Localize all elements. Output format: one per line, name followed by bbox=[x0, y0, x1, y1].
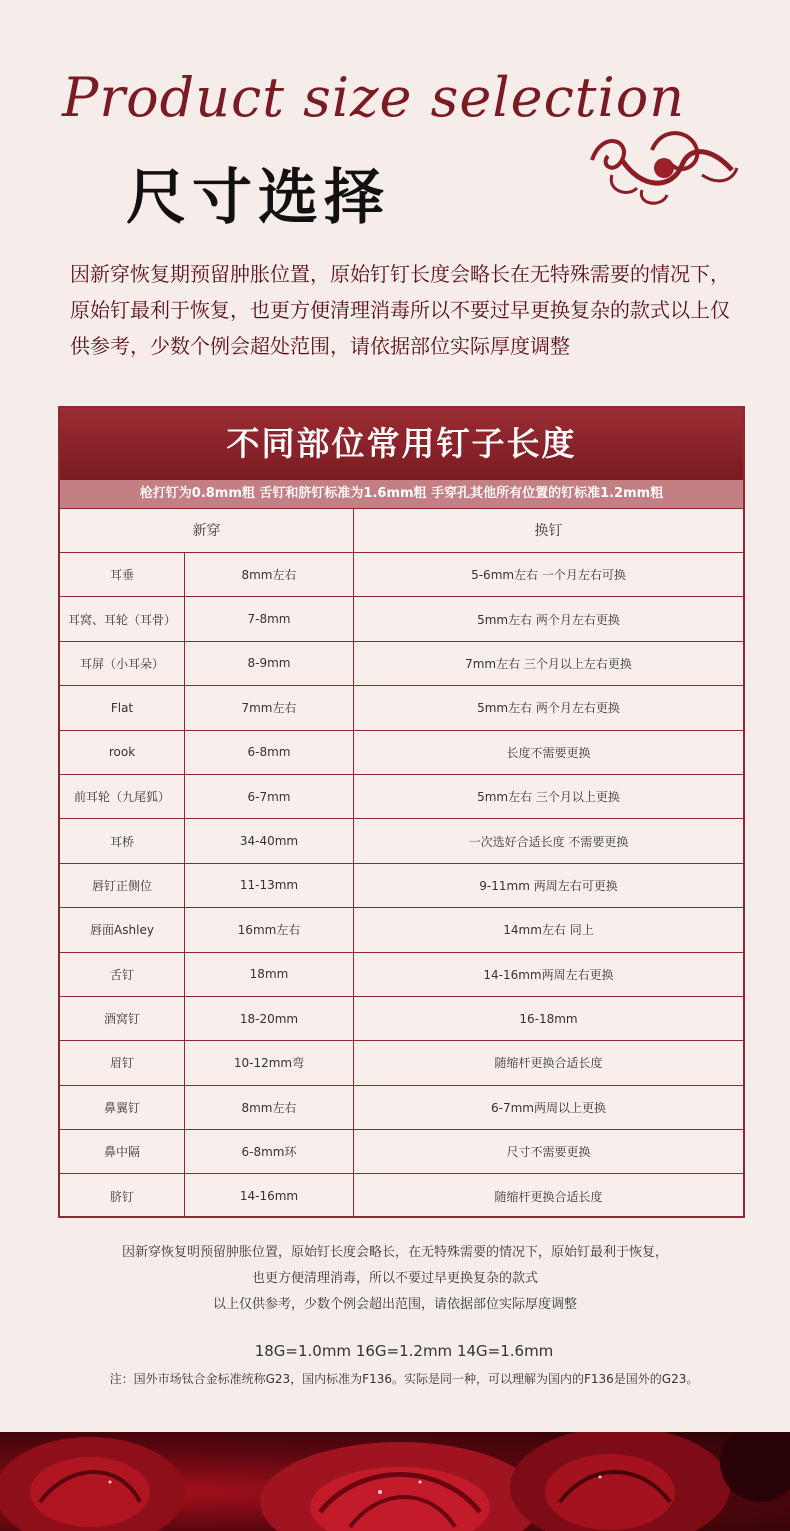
row-replace: 5mm左右 两个月左右更换 bbox=[477, 701, 620, 716]
row-new: 8mm左右 bbox=[185, 1086, 354, 1129]
table-title: 不同部位常用钉子长度 bbox=[60, 408, 743, 480]
row-new: 8-9mm bbox=[185, 642, 354, 685]
table-subtitle: 枪打钉为0.8mm粗 舌钉和脐钉标准为1.6mm粗 手穿孔其他所有位置的钉标准1.2mm粗 bbox=[60, 480, 743, 508]
row-part: 脐钉 bbox=[60, 1174, 185, 1217]
table-row bbox=[60, 1129, 743, 1173]
table-row bbox=[60, 1085, 743, 1129]
row-part: 唇面Ashley bbox=[60, 908, 185, 951]
rose-petals-icon bbox=[0, 1432, 790, 1531]
table-row bbox=[60, 863, 743, 907]
row-part: 耳垂 bbox=[60, 553, 185, 596]
row-replace: 随缩杆更换合适长度 bbox=[494, 1056, 603, 1071]
row-part: 唇钉正侧位 bbox=[60, 864, 185, 907]
row-replace: 14-16mm两周左右更换 bbox=[483, 967, 614, 982]
row-new: 10-12mm弯 bbox=[185, 1041, 354, 1084]
table-row bbox=[60, 552, 743, 596]
table-row bbox=[60, 1173, 743, 1217]
row-replace: 6-7mm两周以上更换 bbox=[491, 1100, 606, 1115]
size-table bbox=[58, 406, 745, 1218]
table-row bbox=[60, 1040, 743, 1084]
row-new: 34-40mm bbox=[185, 819, 354, 862]
row-replace: 5-6mm左右 一个月左右可换 bbox=[471, 568, 626, 583]
row-part: rook bbox=[60, 731, 185, 774]
table-row bbox=[60, 596, 743, 640]
row-replace: 长度不需要更换 bbox=[506, 745, 591, 760]
row-new: 18-20mm bbox=[185, 997, 354, 1040]
table-row bbox=[60, 996, 743, 1040]
row-new: 18mm bbox=[185, 953, 354, 996]
row-new: 16mm左右 bbox=[185, 908, 354, 951]
table-row bbox=[60, 641, 743, 685]
row-part: Flat bbox=[60, 686, 185, 729]
row-replace: 随缩杆更换合适长度 bbox=[494, 1189, 603, 1204]
row-part: 耳桥 bbox=[60, 819, 185, 862]
table-row bbox=[60, 907, 743, 951]
row-replace: 7mm左右 三个月以上左右更换 bbox=[465, 656, 632, 671]
row-part: 舌钉 bbox=[60, 953, 185, 996]
row-replace: 9-11mm 两周左右可更换 bbox=[479, 878, 618, 893]
table-row bbox=[60, 730, 743, 774]
row-new: 8mm左右 bbox=[185, 553, 354, 596]
note-line: 因新穿恢复明预留肿胀位置，原始钉长度会略长，在无特殊需要的情况下，原始钉最利于恢复， bbox=[121, 1245, 668, 1260]
row-part: 鼻中隔 bbox=[60, 1130, 185, 1173]
row-replace: 16-18mm bbox=[519, 1011, 578, 1026]
row-new: 6-8mm环 bbox=[185, 1130, 354, 1173]
row-part: 耳屏（小耳朵） bbox=[60, 642, 185, 685]
table-column-header bbox=[60, 508, 743, 552]
row-new: 6-7mm bbox=[185, 775, 354, 818]
row-part: 前耳轮（九尾狐） bbox=[60, 775, 185, 818]
row-new: 6-8mm bbox=[185, 731, 354, 774]
row-part: 耳窝、耳轮（耳骨） bbox=[60, 597, 185, 640]
row-replace: 一次选好合适长度 不需要更换 bbox=[468, 834, 629, 849]
table-row bbox=[60, 818, 743, 862]
table-row bbox=[60, 952, 743, 996]
script-title: Product size selection bbox=[62, 66, 686, 129]
row-replace: 尺寸不需要更换 bbox=[506, 1145, 591, 1160]
row-replace: 5mm左右 三个月以上更换 bbox=[477, 790, 620, 805]
footnote: 注：国外市场钛合金标准统称G23，国内标准为F136。实际是同一种，可以理解为国内的F136是国外的G23。 bbox=[109, 1372, 699, 1386]
notes bbox=[0, 1240, 790, 1318]
column-new-header: 新穿 bbox=[60, 509, 354, 552]
intro-paragraph: 因新穿恢复期预留肿胀位置，原始钉钉长度会略长在无特殊需要的情况下，原始钉最利于恢复，也更方便清理消毒所以不要过早更换复杂的款式以上仅供参考，少数个例会超处范围，请依据部位实际厚度调整 bbox=[70, 262, 730, 358]
column-replace-header: 换钉 bbox=[534, 523, 563, 539]
page-title: 尺寸选择 bbox=[126, 163, 390, 233]
row-part: 酒窝钉 bbox=[60, 997, 185, 1040]
row-new: 11-13mm bbox=[185, 864, 354, 907]
note-line: 也更方便清理消毒，所以不要过早更换复杂的款式 bbox=[251, 1271, 538, 1286]
row-new: 14-16mm bbox=[185, 1174, 354, 1217]
table-row bbox=[60, 685, 743, 729]
table-row bbox=[60, 774, 743, 818]
row-replace: 14mm左右 同上 bbox=[503, 923, 594, 938]
gauge-conversion: 18G=1.0mm 16G=1.2mm 14G=1.6mm bbox=[254, 1342, 554, 1360]
note-line: 以上仅供参考，少数个例会超出范围，请依据部位实际厚度调整 bbox=[212, 1297, 577, 1312]
row-new: 7mm左右 bbox=[185, 686, 354, 729]
row-part: 眉钉 bbox=[60, 1041, 185, 1084]
table-body bbox=[60, 552, 743, 1218]
row-part: 鼻翼钉 bbox=[60, 1086, 185, 1129]
row-new: 7-8mm bbox=[185, 597, 354, 640]
row-replace: 5mm左右 两个月左右更换 bbox=[477, 612, 620, 627]
rose-image-banner bbox=[0, 1432, 790, 1531]
ornament-flourish-icon bbox=[582, 120, 740, 210]
